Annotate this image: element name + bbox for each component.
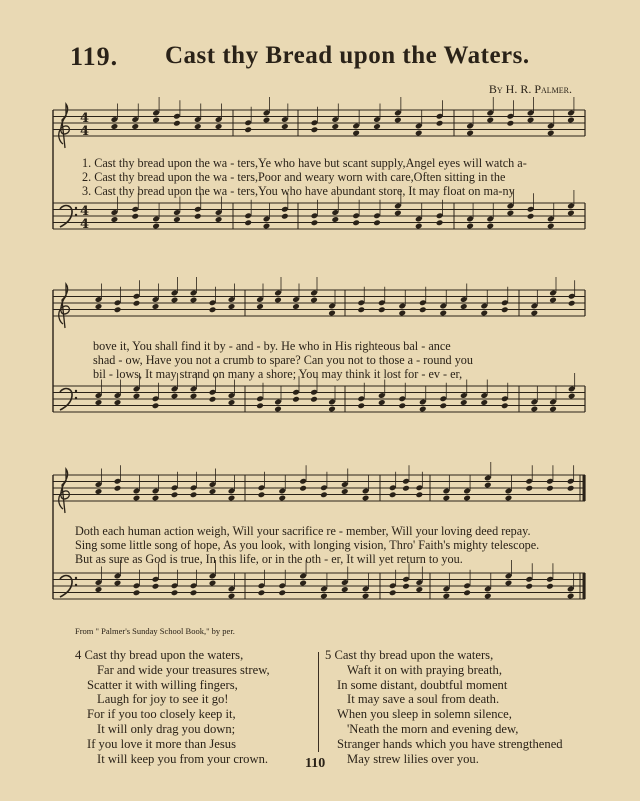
bass-clef-dot: [75, 390, 77, 392]
note-head: [152, 223, 160, 230]
note-head: [547, 223, 555, 230]
note-head: [416, 491, 424, 498]
note-head: [505, 495, 513, 502]
time-signature: 4: [80, 204, 90, 219]
note-head: [133, 495, 141, 502]
note-head: [152, 117, 160, 124]
note-head: [190, 491, 198, 498]
note-head: [111, 216, 119, 223]
note-head: [173, 216, 181, 223]
note-head: [278, 589, 286, 596]
system2-lyric-line-2: shad - ow, Have you not a crumb to spare? Can you not to those a - round you: [93, 353, 473, 367]
note-head: [190, 297, 198, 304]
system1-lyric-line-2: 2. Cast thy bread upon the wa - ters,Poor and weary worn with care,Often sitting in the: [82, 170, 506, 184]
system3-lyric-line-2: Sing some little song of hope, As you look, with longing vision, Thro' Faith's mighty telescope.: [75, 538, 540, 552]
verse-4-line: If you love it more than Jesus: [87, 736, 236, 751]
note-head: [310, 297, 318, 304]
treble-clef: [59, 104, 70, 148]
bass-staff: [53, 573, 585, 599]
note-head: [311, 219, 319, 226]
verse-4-line: For if you too closely keep it,: [87, 707, 236, 722]
note-head: [378, 399, 386, 406]
note-head: [547, 130, 555, 137]
note-head: [131, 123, 139, 130]
note-head: [480, 310, 488, 317]
note-head: [171, 589, 179, 596]
note-head: [568, 300, 576, 307]
note-head: [525, 485, 533, 492]
note-head: [466, 130, 474, 137]
note-head: [436, 120, 444, 127]
note-head: [394, 117, 402, 124]
note-head: [439, 402, 447, 409]
note-head: [190, 393, 198, 400]
note-head: [281, 213, 289, 220]
note-head: [320, 593, 328, 600]
verse-4-line: Far and wide your treasures strew,: [97, 662, 270, 677]
system1-lyric-line-3: 3. Cast thy bread upon the wa - ters,You who have abundant store, It may float on ma-ny: [82, 184, 515, 198]
verse-5-line: Stranger hands which you have strengthened: [337, 736, 563, 751]
note-head: [152, 303, 160, 310]
note-head: [133, 589, 141, 596]
note-head: [416, 586, 424, 593]
note-head: [486, 223, 494, 230]
note-head: [114, 399, 122, 406]
note-head: [95, 488, 103, 495]
note-head: [389, 491, 397, 498]
note-head: [256, 402, 264, 409]
note-head: [362, 593, 370, 600]
note-head: [460, 399, 468, 406]
note-head: [525, 583, 533, 590]
note-head: [209, 396, 217, 403]
note-head: [378, 306, 386, 313]
bass-clef-dot: [75, 214, 77, 216]
note-head: [443, 593, 451, 600]
note-head: [320, 491, 328, 498]
note-head: [389, 589, 397, 596]
note-head: [310, 396, 318, 403]
system2-lyric-line-1: bove it, You shall find it by - and - by. He who in His righteous bal - ance: [93, 339, 451, 353]
note-head: [95, 399, 103, 406]
note-head: [484, 482, 492, 489]
treble-staff: [53, 110, 585, 136]
note-head: [463, 589, 471, 596]
note-head: [258, 491, 266, 498]
note-head: [274, 297, 282, 304]
note-head: [531, 310, 539, 317]
note-head: [278, 495, 286, 502]
note-head: [299, 485, 307, 492]
note-head: [373, 123, 381, 130]
treble-clef: [59, 469, 70, 513]
note-head: [328, 406, 336, 413]
note-head: [546, 485, 554, 492]
note-head: [480, 399, 488, 406]
verse-5-line: Waft it on with praying breath,: [347, 662, 502, 677]
note-head: [398, 402, 406, 409]
note-head: [244, 126, 252, 133]
note-head: [190, 589, 198, 596]
note-head: [131, 213, 139, 220]
note-head: [114, 485, 122, 492]
system1-lyric-line-1: 1. Cast thy bread upon the wa - ters,Ye who have but scant supply,Angel eyes will watch a-: [82, 156, 527, 170]
hymn-number: 119.: [70, 42, 119, 71]
note-head: [281, 123, 289, 130]
note-head: [352, 219, 360, 226]
note-head: [357, 306, 365, 313]
note-head: [133, 393, 141, 400]
note-head: [486, 117, 494, 124]
note-head: [567, 117, 575, 124]
note-head: [443, 495, 451, 502]
note-head: [111, 123, 119, 130]
note-head: [549, 406, 557, 413]
note-head: [152, 402, 160, 409]
verse-5-line: It may save a soul from death.: [347, 692, 500, 707]
note-head: [331, 216, 339, 223]
note-head: [114, 306, 122, 313]
note-head: [567, 593, 575, 600]
note-head: [95, 586, 103, 593]
note-head: [402, 583, 410, 590]
note-head: [567, 210, 575, 217]
verse-5-line: 'Neath the morn and evening dew,: [347, 721, 519, 736]
note-head: [419, 306, 427, 313]
note-head: [209, 306, 217, 313]
note-head: [415, 223, 423, 230]
hymn-title: Cast thy Bread upon the Waters.: [165, 42, 530, 69]
note-head: [507, 120, 515, 127]
note-head: [299, 580, 307, 587]
note-head: [258, 589, 266, 596]
system2-lyric-line-3: bil - lows, It may strand on many a shore; You may think it lost for - ev - er,: [93, 367, 463, 381]
note-head: [362, 495, 370, 502]
note-head: [114, 580, 122, 587]
note-head: [352, 130, 360, 137]
note-head: [328, 310, 336, 317]
treble-staff: [53, 475, 585, 501]
note-head: [263, 223, 271, 230]
verse-4-line: 4 Cast thy bread upon the waters,: [75, 648, 244, 662]
note-head: [373, 219, 381, 226]
note-head: [133, 300, 141, 307]
note-head: [484, 593, 492, 600]
note-head: [171, 297, 179, 304]
note-head: [209, 488, 217, 495]
note-head: [228, 495, 236, 502]
verse-5: [325, 648, 563, 766]
note-head: [546, 583, 554, 590]
system3-lyric-line-3: But as sure as God is true, In this life, or in the oth - er, It will yet return to you.: [75, 552, 463, 566]
note-head: [505, 580, 513, 587]
note-head: [501, 306, 509, 313]
note-head: [215, 216, 223, 223]
note-head: [215, 123, 223, 130]
source-note: From " Palmer's Sunday School Book," by per.: [75, 626, 235, 636]
bass-clef-dot: [75, 397, 77, 399]
note-head: [415, 130, 423, 137]
note-head: [311, 126, 319, 133]
note-head: [194, 213, 202, 220]
note-head: [439, 310, 447, 317]
note-head: [402, 485, 410, 492]
time-signature: 4: [80, 217, 90, 232]
note-head: [567, 485, 575, 492]
note-head: [436, 219, 444, 226]
note-head: [398, 310, 406, 317]
note-head: [568, 393, 576, 400]
note-head: [463, 495, 471, 502]
note-head: [152, 583, 160, 590]
note-head: [274, 406, 282, 413]
treble-clef: [59, 284, 70, 328]
verse-4: [75, 648, 270, 766]
verse-5-line: When you sleep in solemn silence,: [337, 707, 512, 722]
bass-clef-dot: [75, 584, 77, 586]
verse-4-line: Scatter it with willing fingers,: [87, 677, 238, 692]
note-head: [263, 117, 271, 124]
note-head: [194, 123, 202, 130]
note-head: [171, 491, 179, 498]
composer-credit: By H. R. Palmer.: [488, 82, 572, 96]
verse-4-line: It will only drag you down;: [97, 721, 236, 736]
time-signature: 4: [80, 111, 90, 126]
note-head: [527, 117, 535, 124]
note-head: [549, 297, 557, 304]
note-head: [228, 593, 236, 600]
time-signature: 4: [80, 124, 90, 139]
verse-divider: [318, 652, 319, 752]
note-head: [501, 402, 509, 409]
note-head: [173, 120, 181, 127]
note-head: [292, 396, 300, 403]
verse-5-line: In some distant, doubtful moment: [337, 677, 508, 692]
verse-5-line: 5 Cast thy bread upon the waters,: [325, 648, 494, 662]
note-head: [527, 213, 535, 220]
note-head: [292, 303, 300, 310]
system3-lyric-line-1: Doth each human action weigh, Will your sacrifice re - member, Will your loving deed repay.: [75, 524, 531, 538]
verse-5-line: May strew lilies over you.: [347, 751, 479, 766]
note-head: [209, 580, 217, 587]
note-head: [331, 123, 339, 130]
note-head: [531, 406, 539, 413]
note-head: [460, 303, 468, 310]
note-head: [466, 223, 474, 230]
note-head: [152, 495, 160, 502]
note-head: [357, 402, 365, 409]
note-head: [244, 219, 252, 226]
verse-4-line: Laugh for joy to see it go!: [97, 692, 229, 707]
note-head: [256, 303, 264, 310]
note-head: [95, 303, 103, 310]
verse-4-line: It will keep you from your crown.: [97, 751, 269, 766]
page-number: 110: [305, 756, 326, 771]
note-head: [228, 399, 236, 406]
note-head: [228, 303, 236, 310]
note-head: [419, 406, 427, 413]
note-head: [394, 210, 402, 217]
bass-clef-dot: [75, 577, 77, 579]
note-head: [171, 393, 179, 400]
note-head: [341, 586, 349, 593]
note-head: [507, 210, 515, 217]
bass-clef-dot: [75, 207, 77, 209]
note-head: [341, 488, 349, 495]
